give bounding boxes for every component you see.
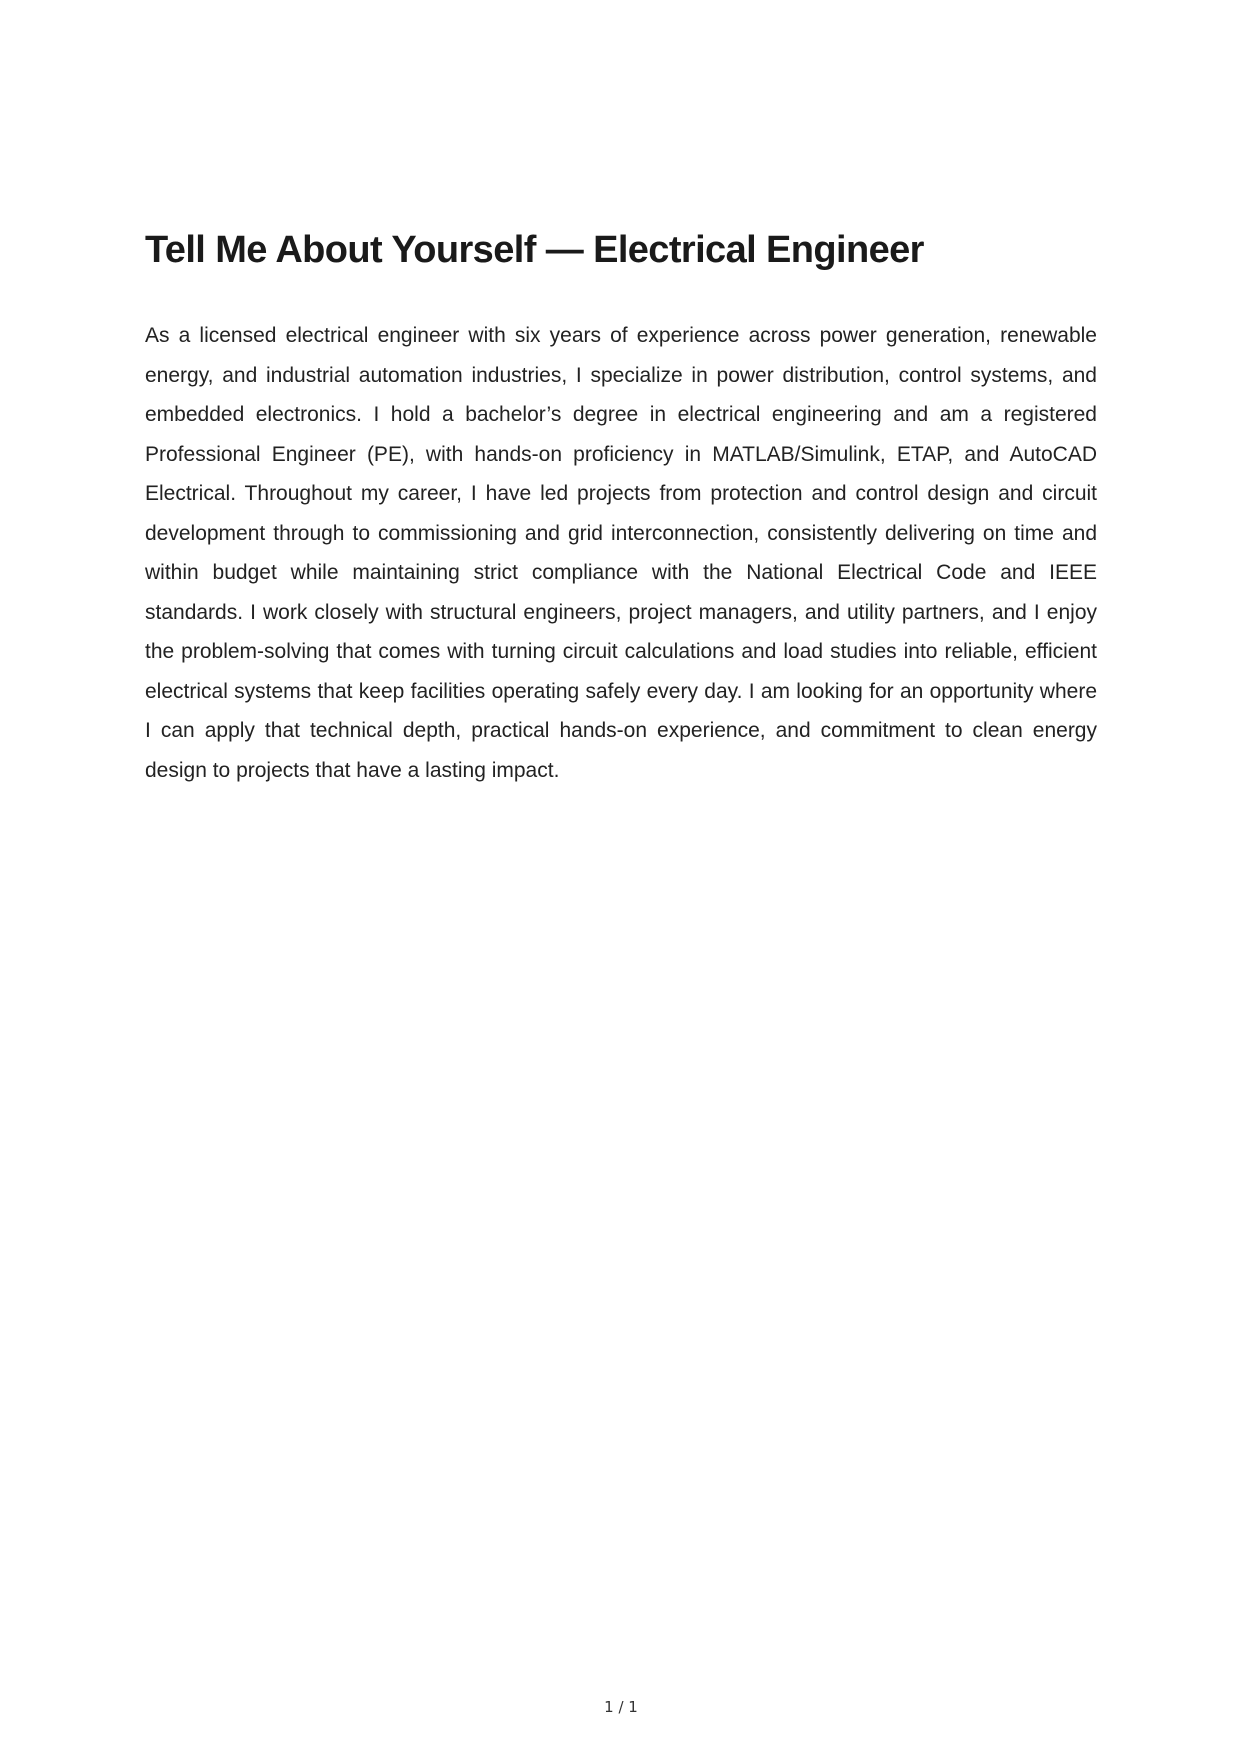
document-content (145, 226, 1097, 790)
page-number: 1 / 1 (604, 1698, 638, 1716)
document-title: Tell Me About Yourself — Electrical Engineer (145, 229, 924, 271)
document-body-paragraph: As a licensed electrical engineer with six years of experience across power generation, renewable energy, and industrial automation industries, I specialize in power distribution, control systems, and embedded electronics. I hold a bachelor’s degree in electrical engineering and am a registered Professional Engineer (PE), with hands-on proficiency in MATLAB/Simulink, ETAP, and AutoCAD Electrical. Throughout my career, I have led projects from protection and control design and circuit development through to commissioning and grid interconnection, consistently delivering on time and within budget while maintaining strict compliance with the National Electrical Code and IEEE standards. I work closely with structural engineers, project managers, and utility partners, and I enjoy the problem-solving that comes with turning circuit calculations and load studies into reliable, efficient electrical systems that keep facilities operating safely every day. I am looking for an opportunity where I can apply that technical depth, practical hands-on experience, and commitment to clean energy design to projects that have a lasting impact. (145, 324, 1097, 782)
